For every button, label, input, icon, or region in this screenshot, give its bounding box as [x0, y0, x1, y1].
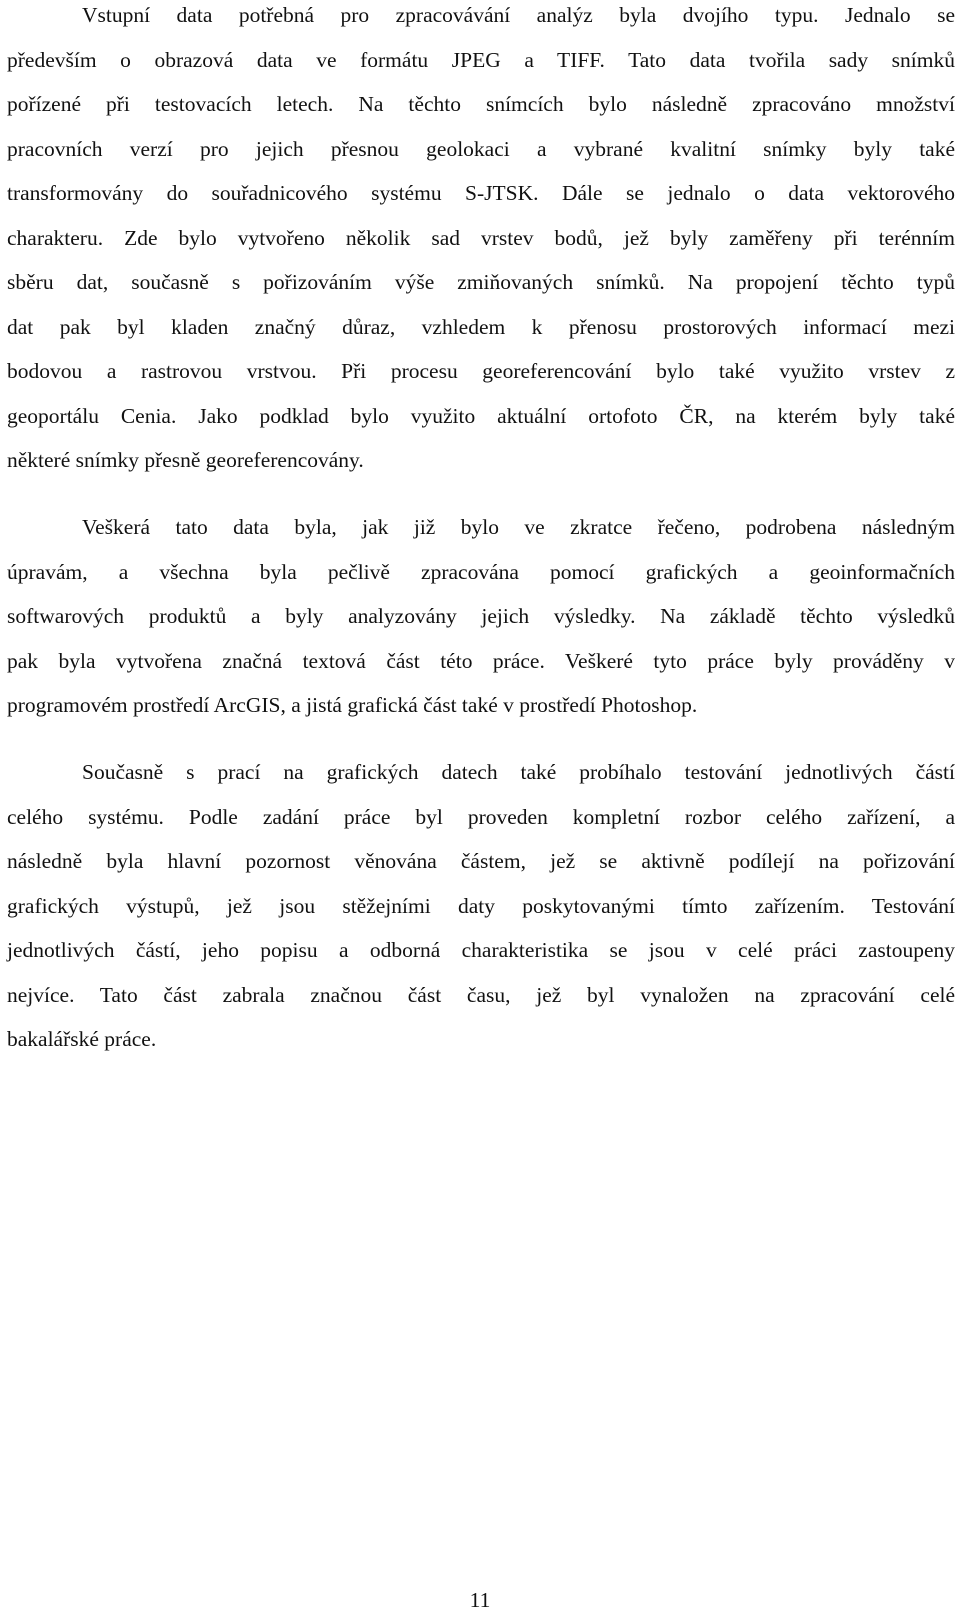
text-line: dat pak byl kladen značný důraz, vzhledem k přenosu prostorových informací mezi	[7, 314, 955, 339]
text-line: některé snímky přesně georeferencovány.	[7, 448, 364, 472]
text-line: softwarových produktů a byly analyzovány jejich výsledky. Na základě těchto výsledků	[7, 604, 955, 628]
text-line: grafických výstupů, jež jsou stěžejními daty poskytovanými tímto zařízením. Testování	[7, 893, 955, 918]
text-line: úpravám, a všechna byla pečlivě zpracována pomocí grafických a geoinformačních	[7, 559, 955, 584]
text-line: pracovních verzí pro jejich přesnou geolokaci a vybrané kvalitní snímky byly také	[7, 136, 955, 161]
text-line: následně byla hlavní pozornost věnována částem, jež se aktivně podílejí na pořizování	[7, 849, 955, 873]
text-line: programovém prostředí ArcGIS, a jistá grafická část také v prostředí Photoshop.	[7, 693, 698, 717]
text-line: celého systému. Podle zadání práce byl proveden kompletní rozbor celého zařízení, a	[7, 804, 955, 829]
text-line: jednotlivých částí, jeho popisu a odborná charakteristika se jsou v celé práci zastoupeny	[7, 938, 955, 962]
text-line: geoportálu Cenia. Jako podklad bylo využito aktuální ortofoto ČR, na kterém byly také	[7, 403, 955, 428]
text-line: transformovány do souřadnicového systému S-JTSK. Dále se jednalo o data vektorového	[7, 181, 955, 205]
text-line: bakalářské práce.	[7, 1027, 157, 1051]
text-line: Veškerá tato data byla, jak již bylo ve zkratce řečeno, podrobena následným	[82, 515, 955, 539]
text-line: nejvíce. Tato část zabrala značnou část času, jež byl vynaložen na zpracování celé	[7, 982, 955, 1007]
text-line: pořízené při testovacích letech. Na těchto snímcích bylo následně zpracováno množství	[7, 92, 955, 116]
text-line: sběru dat, současně s pořizováním výše zmiňovaných snímků. Na propojení těchto typů	[7, 270, 955, 294]
text-line: Současně s prací na grafických datech také probíhalo testování jednotlivých částí	[82, 760, 955, 784]
text-line: především o obrazová data ve formátu JPEG a TIFF. Tato data tvořila sady snímků	[7, 47, 955, 72]
text-line: charakteru. Zde bylo vytvořeno několik sad vrstev bodů, jež byly zaměřeny při terénním	[7, 225, 955, 250]
text-line: Vstupní data potřebná pro zpracovávání analýz byla dvojího typu. Jednalo se	[82, 3, 955, 27]
page-number: 11	[469, 1588, 491, 1612]
text-line: pak byla vytvořena značná textová část této práce. Veškeré tyto práce byly prováděny v	[7, 648, 955, 673]
text-line: bodovou a rastrovou vrstvou. Při procesu georeferencování bylo také využito vrstev z	[7, 359, 955, 383]
